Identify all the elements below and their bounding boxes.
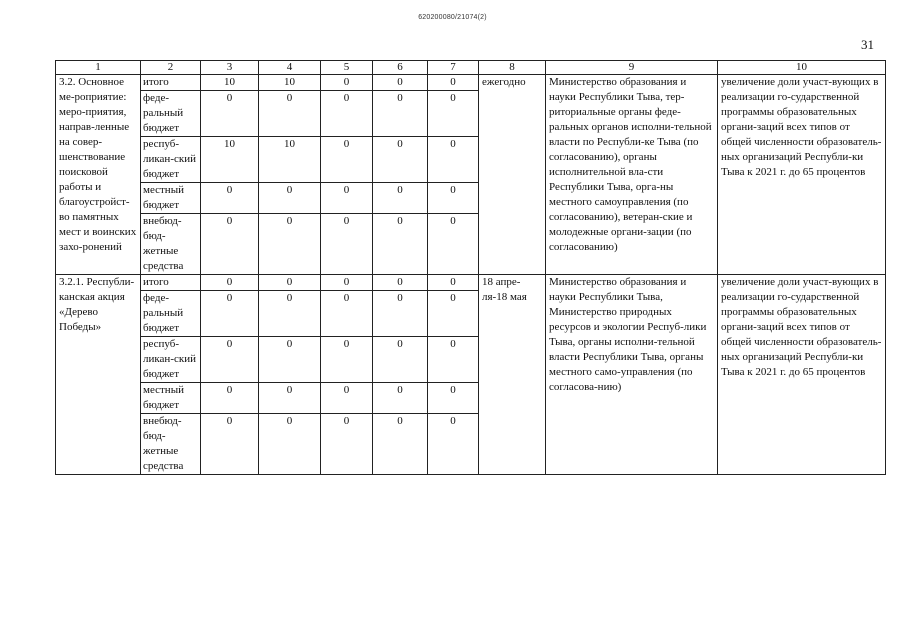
value-cell: 0 bbox=[428, 137, 479, 183]
table-row bbox=[56, 275, 886, 291]
funding-source: феде-ральный бюджет bbox=[141, 291, 201, 337]
value-cell: 0 bbox=[321, 75, 373, 91]
value-cell: 10 bbox=[201, 137, 259, 183]
value-cell: 0 bbox=[373, 91, 428, 137]
value-cell: 0 bbox=[428, 75, 479, 91]
value-cell: 0 bbox=[259, 383, 321, 414]
value-cell: 0 bbox=[428, 91, 479, 137]
executors-cell: Министерство образования и науки Республики Тыва, тер-риториальные органы феде-ральных органов исполни-тельной власти по Республи-ке Тыва (по согласованию), органы исполнительной вла-сти Республики Тыва, орга-ны местного самоуправления (по согласованию), ветеран-ские и молодежные органи-зации (по согласованию) bbox=[546, 75, 718, 275]
funding-source: итого bbox=[141, 275, 201, 291]
funding-source: местный бюджет bbox=[141, 183, 201, 214]
column-header: 7 bbox=[428, 61, 479, 75]
column-header: 6 bbox=[373, 61, 428, 75]
value-cell: 0 bbox=[321, 183, 373, 214]
column-header: 8 bbox=[479, 61, 546, 75]
funding-source: местный бюджет bbox=[141, 383, 201, 414]
funding-source: феде-ральный бюджет bbox=[141, 91, 201, 137]
value-cell: 0 bbox=[321, 275, 373, 291]
column-header: 2 bbox=[141, 61, 201, 75]
activity-cell: 3.2. Основное ме-роприятие: меро-приятия, направ-ленные на совер-шенствование поисковой работы и благоустройст-во памятных мест и воинских захо-ронений bbox=[56, 75, 141, 275]
value-cell: 0 bbox=[201, 275, 259, 291]
value-cell: 0 bbox=[428, 383, 479, 414]
column-header-row bbox=[56, 61, 886, 75]
value-cell: 10 bbox=[201, 75, 259, 91]
column-header: 10 bbox=[718, 61, 886, 75]
value-cell: 0 bbox=[321, 337, 373, 383]
funding-source: респуб-ликан-ский бюджет bbox=[141, 337, 201, 383]
value-cell: 0 bbox=[373, 275, 428, 291]
document-id: 620200080/21074(2) bbox=[418, 14, 487, 21]
column-header: 9 bbox=[546, 61, 718, 75]
value-cell: 0 bbox=[373, 183, 428, 214]
result-cell: увеличение доли участ-вующих в реализации го-сударственной программы образовательных органи-заций всех типов от общей численности образователь-ных организаций Республи-ки Тыва к 2021 г. до 65 процентов bbox=[718, 75, 886, 275]
funding-source: внебюд-бюд-жетные средства bbox=[141, 414, 201, 475]
value-cell: 0 bbox=[201, 383, 259, 414]
value-cell: 0 bbox=[373, 291, 428, 337]
value-cell: 0 bbox=[428, 275, 479, 291]
value-cell: 0 bbox=[373, 414, 428, 475]
column-header: 4 bbox=[259, 61, 321, 75]
value-cell: 0 bbox=[321, 137, 373, 183]
activity-cell: 3.2.1. Республи-канская акция «Дерево Победы» bbox=[56, 275, 141, 475]
value-cell: 0 bbox=[259, 291, 321, 337]
value-cell: 0 bbox=[259, 214, 321, 275]
value-cell: 0 bbox=[428, 214, 479, 275]
result-cell: увеличение доли участ-вующих в реализации го-сударственной программы образовательных органи-заций всех типов от общей численности образователь-ных организаций Республи-ки Тыва к 2021 г. до 65 процентов bbox=[718, 275, 886, 475]
column-header: 5 bbox=[321, 61, 373, 75]
value-cell: 0 bbox=[259, 414, 321, 475]
funding-source: внебюд-бюд-жетные средства bbox=[141, 214, 201, 275]
value-cell: 0 bbox=[373, 137, 428, 183]
value-cell: 0 bbox=[373, 75, 428, 91]
value-cell: 0 bbox=[259, 337, 321, 383]
value-cell: 0 bbox=[373, 214, 428, 275]
value-cell: 0 bbox=[259, 275, 321, 291]
table-row bbox=[56, 75, 886, 91]
value-cell: 0 bbox=[373, 337, 428, 383]
program-table bbox=[55, 60, 886, 475]
value-cell: 0 bbox=[321, 91, 373, 137]
value-cell: 0 bbox=[259, 91, 321, 137]
funding-source: итого bbox=[141, 75, 201, 91]
value-cell: 0 bbox=[428, 183, 479, 214]
value-cell: 0 bbox=[321, 414, 373, 475]
value-cell: 0 bbox=[201, 414, 259, 475]
value-cell: 0 bbox=[201, 91, 259, 137]
value-cell: 0 bbox=[428, 414, 479, 475]
column-header: 3 bbox=[201, 61, 259, 75]
value-cell: 0 bbox=[201, 183, 259, 214]
value-cell: 0 bbox=[428, 291, 479, 337]
value-cell: 0 bbox=[428, 337, 479, 383]
period-cell: 18 апре-ля-18 мая bbox=[479, 275, 546, 475]
value-cell: 0 bbox=[201, 337, 259, 383]
value-cell: 0 bbox=[321, 383, 373, 414]
value-cell: 0 bbox=[373, 383, 428, 414]
funding-source: респуб-ликан-ский бюджет bbox=[141, 137, 201, 183]
value-cell: 10 bbox=[259, 75, 321, 91]
value-cell: 0 bbox=[321, 214, 373, 275]
period-cell: ежегодно bbox=[479, 75, 546, 275]
value-cell: 0 bbox=[201, 214, 259, 275]
value-cell: 0 bbox=[321, 291, 373, 337]
executors-cell: Министерство образования и науки Республики Тыва, Министерство природных ресурсов и экологии Респуб-лики Тыва, органы исполни-тельной власти Республики Тыва, органы местного само-управления (по согласова-нию) bbox=[546, 275, 718, 475]
value-cell: 0 bbox=[201, 291, 259, 337]
value-cell: 10 bbox=[259, 137, 321, 183]
value-cell: 0 bbox=[259, 183, 321, 214]
page-number: 31 bbox=[861, 37, 874, 52]
column-header: 1 bbox=[56, 61, 141, 75]
